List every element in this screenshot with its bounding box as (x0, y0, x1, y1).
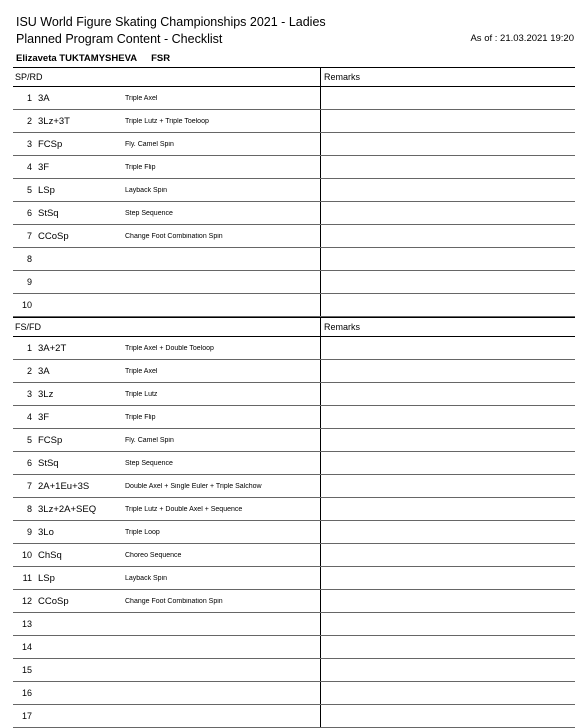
short-program-label: SP/RD (15, 72, 43, 82)
element-row (13, 271, 575, 294)
element-code: CCoSp (38, 595, 69, 607)
element-row (13, 406, 575, 429)
element-row (13, 636, 575, 659)
element-row (13, 544, 575, 567)
element-name: Triple Axel + Double Toeloop (125, 344, 214, 352)
element-name: Layback Spin (125, 574, 168, 582)
element-name: Triple Lutz (125, 390, 158, 398)
element-name: Step Sequence (125, 459, 173, 467)
remarks-cell (320, 705, 575, 727)
remarks-cell (320, 383, 575, 405)
element-name: Triple Lutz + Double Axel + Sequence (125, 505, 243, 513)
short-program-section (13, 67, 575, 317)
element-name: Change Foot Combination Spin (125, 232, 223, 240)
free-skating-remarks-header: Remarks (320, 318, 575, 336)
free-skating-header (13, 317, 575, 337)
document-title: ISU World Figure Skating Championships 2021 - Ladies (16, 15, 326, 29)
element-number: 6 (26, 458, 32, 468)
element-name: Triple Axel (125, 94, 158, 102)
element-row (13, 590, 575, 613)
element-row (13, 452, 575, 475)
element-row (13, 659, 575, 682)
element-row (13, 133, 575, 156)
remarks-cell (320, 87, 575, 109)
element-row (13, 110, 575, 133)
remarks-cell (320, 133, 575, 155)
element-code: StSq (38, 457, 59, 469)
element-name: Choreo Sequence (125, 551, 182, 559)
element-number: 6 (26, 208, 32, 218)
remarks-cell (320, 406, 575, 428)
remarks-cell (320, 636, 575, 658)
short-program-header (13, 67, 575, 87)
free-skating-rows (13, 337, 575, 728)
element-code: 3Lz+3T (38, 115, 70, 127)
remarks-cell (320, 337, 575, 359)
element-number: 4 (26, 162, 32, 172)
element-number: 4 (26, 412, 32, 422)
element-number: 2 (26, 366, 32, 376)
element-number: 14 (21, 642, 32, 652)
document-subtitle: Planned Program Content - Checklist (16, 32, 223, 46)
element-name: Double Axel + Single Euler + Triple Salchow (125, 482, 262, 490)
element-name: Step Sequence (125, 209, 173, 217)
element-number: 9 (26, 277, 32, 287)
element-code: 3A+2T (38, 342, 67, 354)
element-number: 8 (26, 504, 32, 514)
element-row (13, 682, 575, 705)
remarks-cell (320, 498, 575, 520)
element-code: 3A (38, 365, 50, 377)
remarks-cell (320, 521, 575, 543)
element-code: LSp (38, 572, 55, 584)
remarks-cell (320, 294, 575, 316)
remarks-cell (320, 659, 575, 681)
remarks-cell (320, 110, 575, 132)
element-code: 2A+1Eu+3S (38, 480, 90, 492)
element-code: FCSp (38, 434, 63, 446)
element-row (13, 521, 575, 544)
element-row (13, 498, 575, 521)
element-name: Triple Flip (125, 413, 156, 421)
element-number: 7 (26, 481, 32, 491)
element-row (13, 156, 575, 179)
element-number: 16 (21, 688, 32, 698)
remarks-cell (320, 360, 575, 382)
element-number: 3 (26, 139, 32, 149)
element-name: Fly. Camel Spin (125, 436, 174, 444)
element-code: 3F (38, 411, 50, 423)
remarks-cell (320, 475, 575, 497)
remarks-cell (320, 613, 575, 635)
element-row (13, 225, 575, 248)
element-number: 9 (26, 527, 32, 537)
element-name: Triple Lutz + Triple Toeloop (125, 117, 209, 125)
skater-info (16, 53, 170, 64)
element-number: 17 (21, 711, 32, 721)
element-number: 3 (26, 389, 32, 399)
remarks-cell (320, 567, 575, 589)
element-code: 3Lz (38, 388, 54, 400)
element-name: Fly. Camel Spin (125, 140, 174, 148)
element-number: 8 (26, 254, 32, 264)
element-row (13, 248, 575, 271)
element-row (13, 475, 575, 498)
element-row (13, 567, 575, 590)
element-row (13, 360, 575, 383)
skater-name: Elizaveta TUKTAMYSHEVA (16, 53, 138, 64)
free-skating-section (13, 317, 575, 728)
remarks-cell (320, 225, 575, 247)
element-code: ChSq (38, 549, 62, 561)
element-row (13, 202, 575, 225)
element-row (13, 179, 575, 202)
element-row (13, 337, 575, 360)
element-number: 11 (22, 573, 32, 583)
element-number: 1 (26, 93, 32, 103)
remarks-cell (320, 452, 575, 474)
element-row (13, 87, 575, 110)
element-row (13, 294, 575, 317)
element-name: Triple Flip (125, 163, 156, 171)
element-number: 2 (26, 116, 32, 126)
element-name: Change Foot Combination Spin (125, 597, 223, 605)
element-code: 3A (38, 92, 50, 104)
element-row (13, 705, 575, 728)
remarks-cell (320, 248, 575, 270)
element-row (13, 383, 575, 406)
remarks-cell (320, 544, 575, 566)
element-code: LSp (38, 184, 55, 196)
element-code: 3F (38, 161, 50, 173)
element-code: StSq (38, 207, 59, 219)
element-code: 3Lz+2A+SEQ (38, 503, 97, 515)
element-number: 12 (21, 596, 32, 606)
remarks-cell (320, 271, 575, 293)
remarks-cell (320, 429, 575, 451)
short-program-remarks-header: Remarks (320, 68, 575, 86)
remarks-cell (320, 682, 575, 704)
element-number: 5 (26, 185, 32, 195)
element-row (13, 429, 575, 452)
remarks-cell (320, 202, 575, 224)
element-code: CCoSp (38, 230, 69, 242)
remarks-cell (320, 590, 575, 612)
element-number: 5 (26, 435, 32, 445)
element-code: FCSp (38, 138, 63, 150)
as-of-timestamp: As of : 21.03.2021 19:20 (470, 33, 574, 44)
element-number: 7 (26, 231, 32, 241)
element-number: 10 (21, 550, 32, 560)
short-program-rows (13, 87, 575, 317)
free-skating-label: FS/FD (15, 322, 41, 332)
element-row (13, 613, 575, 636)
element-number: 13 (21, 619, 32, 629)
element-name: Triple Loop (125, 528, 160, 536)
element-name: Triple Axel (125, 367, 158, 375)
element-number: 1 (26, 343, 32, 353)
element-name: Layback Spin (125, 186, 168, 194)
remarks-cell (320, 179, 575, 201)
element-number: 15 (21, 665, 32, 675)
skater-nation: FSR (151, 53, 171, 64)
remarks-cell (320, 156, 575, 178)
element-code: 3Lo (38, 526, 54, 538)
element-number: 10 (21, 300, 32, 310)
